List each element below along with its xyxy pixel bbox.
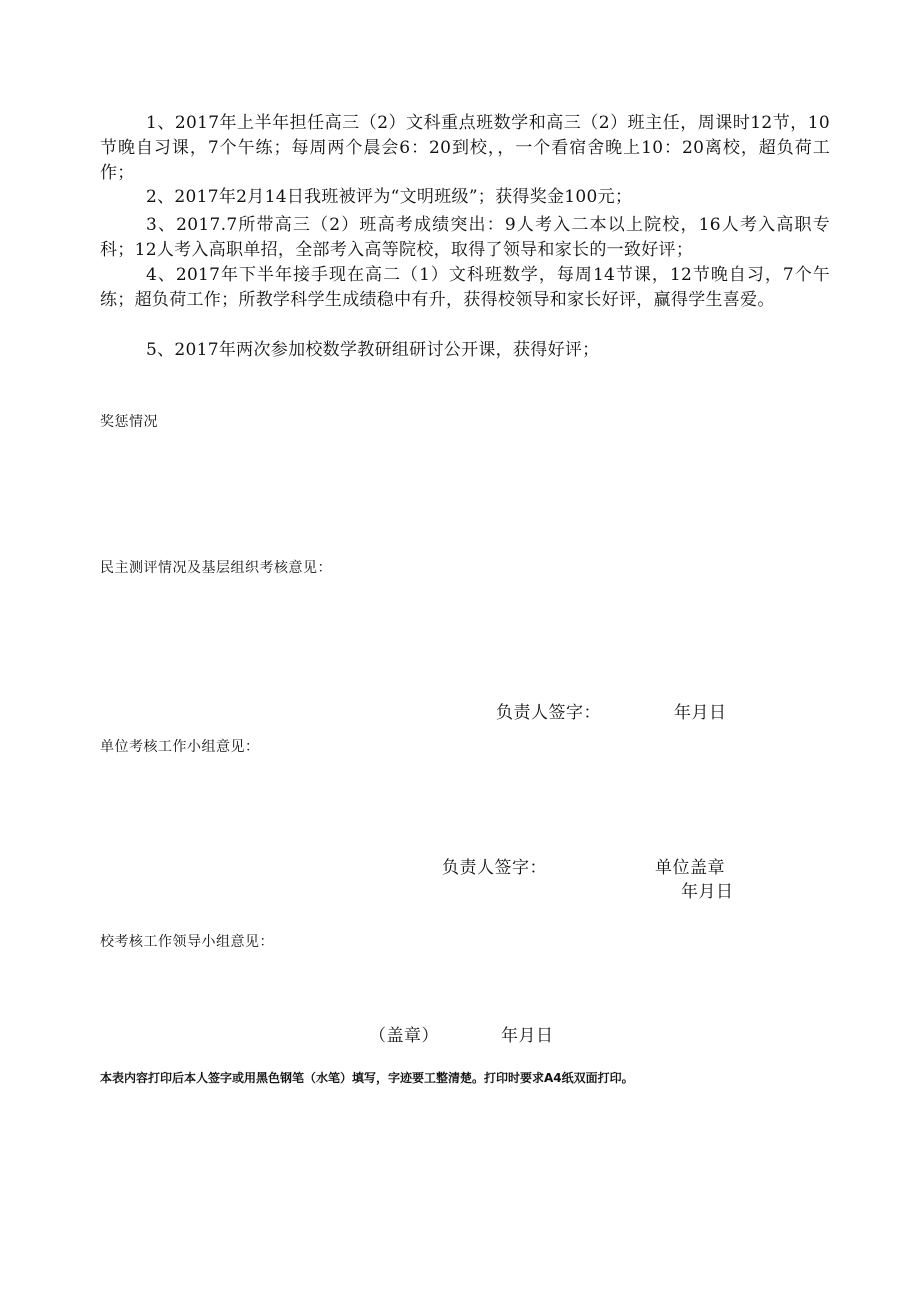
school-review-label: 校考核工作领导小组意见： [100, 934, 274, 950]
school-date-label: 年月日 [501, 1026, 554, 1046]
achievement-item-2 [100, 185, 830, 210]
rewards-label: 奖惩情况 [100, 414, 158, 430]
democratic-signer-label: 负责人签字： [496, 703, 601, 723]
unit-review-label: 单位考核工作小组意见： [100, 739, 260, 755]
achievement-item-1 [100, 111, 830, 186]
school-seal-label: （盖章） [369, 1026, 439, 1046]
democratic-date-label: 年月日 [674, 703, 727, 723]
achievement-text: 4、2017年下半年接手现在高二（1）文科班数学，每周14节课，12节晚自习，7个午练；超负荷工作；所教学科学生成绩稳中有升，获得校领导和家长好评，赢得学生喜爱。 [100, 265, 830, 310]
achievement-item-4 [100, 263, 830, 313]
achievement-item-5 [100, 338, 830, 363]
achievement-item-3 [100, 213, 830, 263]
achievement-text: 2、2017年2月14日我班被评为“文明班级”；获得奖金100元； [146, 187, 633, 207]
unit-signer-label: 负责人签字： [442, 858, 547, 878]
democratic-review-label: 民主测评情况及基层组织考核意见： [100, 560, 332, 576]
unit-seal-label: 单位盖章 [655, 858, 725, 878]
achievement-text: 1、2017年上半年担任高三（2）文科重点班数学和高三（2）班主任，周课时12节，10节晚自习课，7个午练；每周两个晨会6：20到校，，一个看宿舍晚上10：20离校，超负荷工作； [100, 113, 830, 183]
unit-date-label: 年月日 [681, 882, 734, 902]
print-instructions-note: 本表内容打印后本人签字或用黑色钢笔（水笔）填写，字迹要工整清楚。打印时要求A4纸双面打印。 [100, 1071, 634, 1085]
achievement-text: 5、2017年两次参加校数学教研组研讨公开课，获得好评； [146, 340, 600, 360]
achievement-text: 3、2017.7所带高三（2）班高考成绩突出：9人考入二本以上院校，16人考入高职专科；12人考入高职单招，全部考入高等院校，取得了领导和家长的一致好评； [100, 215, 830, 260]
